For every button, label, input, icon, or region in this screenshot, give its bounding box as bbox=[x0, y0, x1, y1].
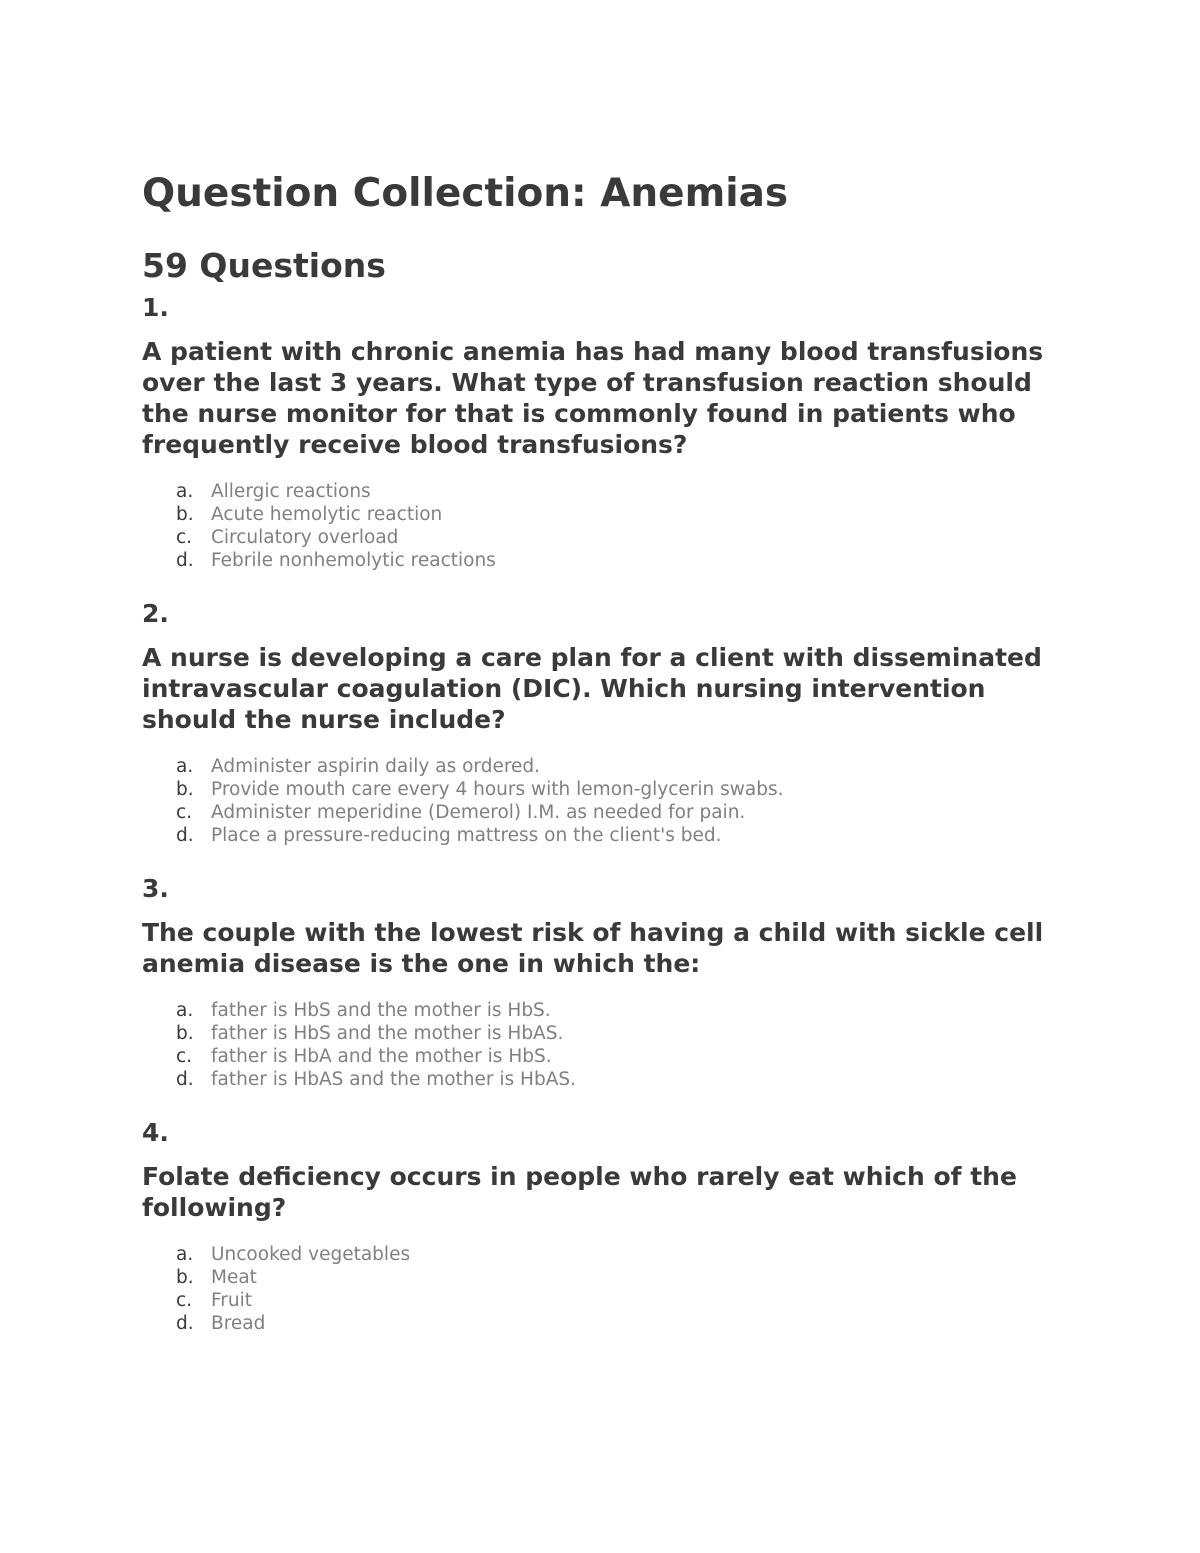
question-number: 4. bbox=[142, 1118, 169, 1147]
option-letter: d. bbox=[176, 1313, 194, 1334]
option-letter: c. bbox=[176, 1290, 193, 1311]
option-text: Administer aspirin daily as ordered. bbox=[211, 756, 541, 777]
answer-option-a bbox=[142, 999, 1082, 1022]
question-text: A patient with chronic anemia has had many blood transfusions over the last 3 years. What type of transfusion reaction should the nurse monitor for that is commonly found in patients who frequently receive blood transfusions? bbox=[142, 337, 1044, 459]
option-text: Fruit bbox=[211, 1290, 253, 1311]
option-text: Administer meperidine (Demerol) I.M. as needed for pain. bbox=[211, 802, 746, 823]
option-text: father is HbS and the mother is HbS. bbox=[211, 1000, 551, 1021]
answer-options bbox=[142, 1243, 1082, 1335]
document-title: Question Collection: Anemias bbox=[142, 171, 789, 216]
option-letter: a. bbox=[176, 1244, 194, 1265]
question-number: 1. bbox=[142, 293, 169, 322]
question-2 bbox=[142, 598, 1082, 847]
option-text: father is HbAS and the mother is HbAS. bbox=[211, 1069, 576, 1090]
answer-option-c bbox=[142, 1289, 1082, 1312]
option-letter: c. bbox=[176, 802, 193, 823]
answer-option-a bbox=[142, 1243, 1082, 1266]
answer-option-b bbox=[142, 1022, 1082, 1045]
answer-option-d bbox=[142, 549, 1082, 572]
option-text: Acute hemolytic reaction bbox=[211, 504, 443, 525]
option-text: Meat bbox=[211, 1267, 257, 1288]
answer-option-a bbox=[142, 480, 1082, 503]
option-letter: d. bbox=[176, 1069, 194, 1090]
option-letter: d. bbox=[176, 550, 194, 571]
answer-option-c bbox=[142, 801, 1082, 824]
option-letter: b. bbox=[176, 779, 194, 800]
option-letter: c. bbox=[176, 527, 193, 548]
answer-options bbox=[142, 480, 1082, 572]
question-count: 59 Questions bbox=[142, 246, 386, 285]
document-page bbox=[142, 168, 1082, 1335]
answer-option-c bbox=[142, 526, 1082, 549]
option-letter: a. bbox=[176, 756, 194, 777]
option-letter: b. bbox=[176, 504, 194, 525]
answer-option-b bbox=[142, 503, 1082, 526]
answer-option-d bbox=[142, 1312, 1082, 1335]
question-number: 3. bbox=[142, 874, 169, 903]
question-1 bbox=[142, 292, 1082, 572]
option-text: Uncooked vegetables bbox=[211, 1244, 411, 1265]
answer-option-d bbox=[142, 1068, 1082, 1091]
option-letter: a. bbox=[176, 1000, 194, 1021]
question-number: 2. bbox=[142, 599, 169, 628]
option-text: father is HbA and the mother is HbS. bbox=[211, 1046, 552, 1067]
option-letter: b. bbox=[176, 1267, 194, 1288]
answer-option-b bbox=[142, 778, 1082, 801]
option-letter: c. bbox=[176, 1046, 193, 1067]
option-letter: b. bbox=[176, 1023, 194, 1044]
question-4 bbox=[142, 1117, 1082, 1335]
question-text: A nurse is developing a care plan for a client with disseminated intravascular coagulation (DIC). Which nursing intervention should the nurse include? bbox=[142, 643, 1042, 734]
option-text: Circulatory overload bbox=[211, 527, 399, 548]
question-text: The couple with the lowest risk of having a child with sickle cell anemia disease is the one in which the: bbox=[142, 918, 1044, 978]
answer-options bbox=[142, 755, 1082, 847]
answer-options bbox=[142, 999, 1082, 1091]
answer-option-d bbox=[142, 824, 1082, 847]
option-text: father is HbS and the mother is HbAS. bbox=[211, 1023, 564, 1044]
option-text: Bread bbox=[211, 1313, 266, 1334]
answer-option-a bbox=[142, 755, 1082, 778]
question-text: Folate deficiency occurs in people who rarely eat which of the following? bbox=[142, 1162, 1017, 1222]
question-3 bbox=[142, 873, 1082, 1091]
option-letter: d. bbox=[176, 825, 194, 846]
option-text: Place a pressure-reducing mattress on the client's bed. bbox=[211, 825, 722, 846]
answer-option-c bbox=[142, 1045, 1082, 1068]
option-letter: a. bbox=[176, 481, 194, 502]
option-text: Febrile nonhemolytic reactions bbox=[211, 550, 496, 571]
answer-option-b bbox=[142, 1266, 1082, 1289]
option-text: Allergic reactions bbox=[211, 481, 371, 502]
option-text: Provide mouth care every 4 hours with lemon-glycerin swabs. bbox=[211, 779, 784, 800]
